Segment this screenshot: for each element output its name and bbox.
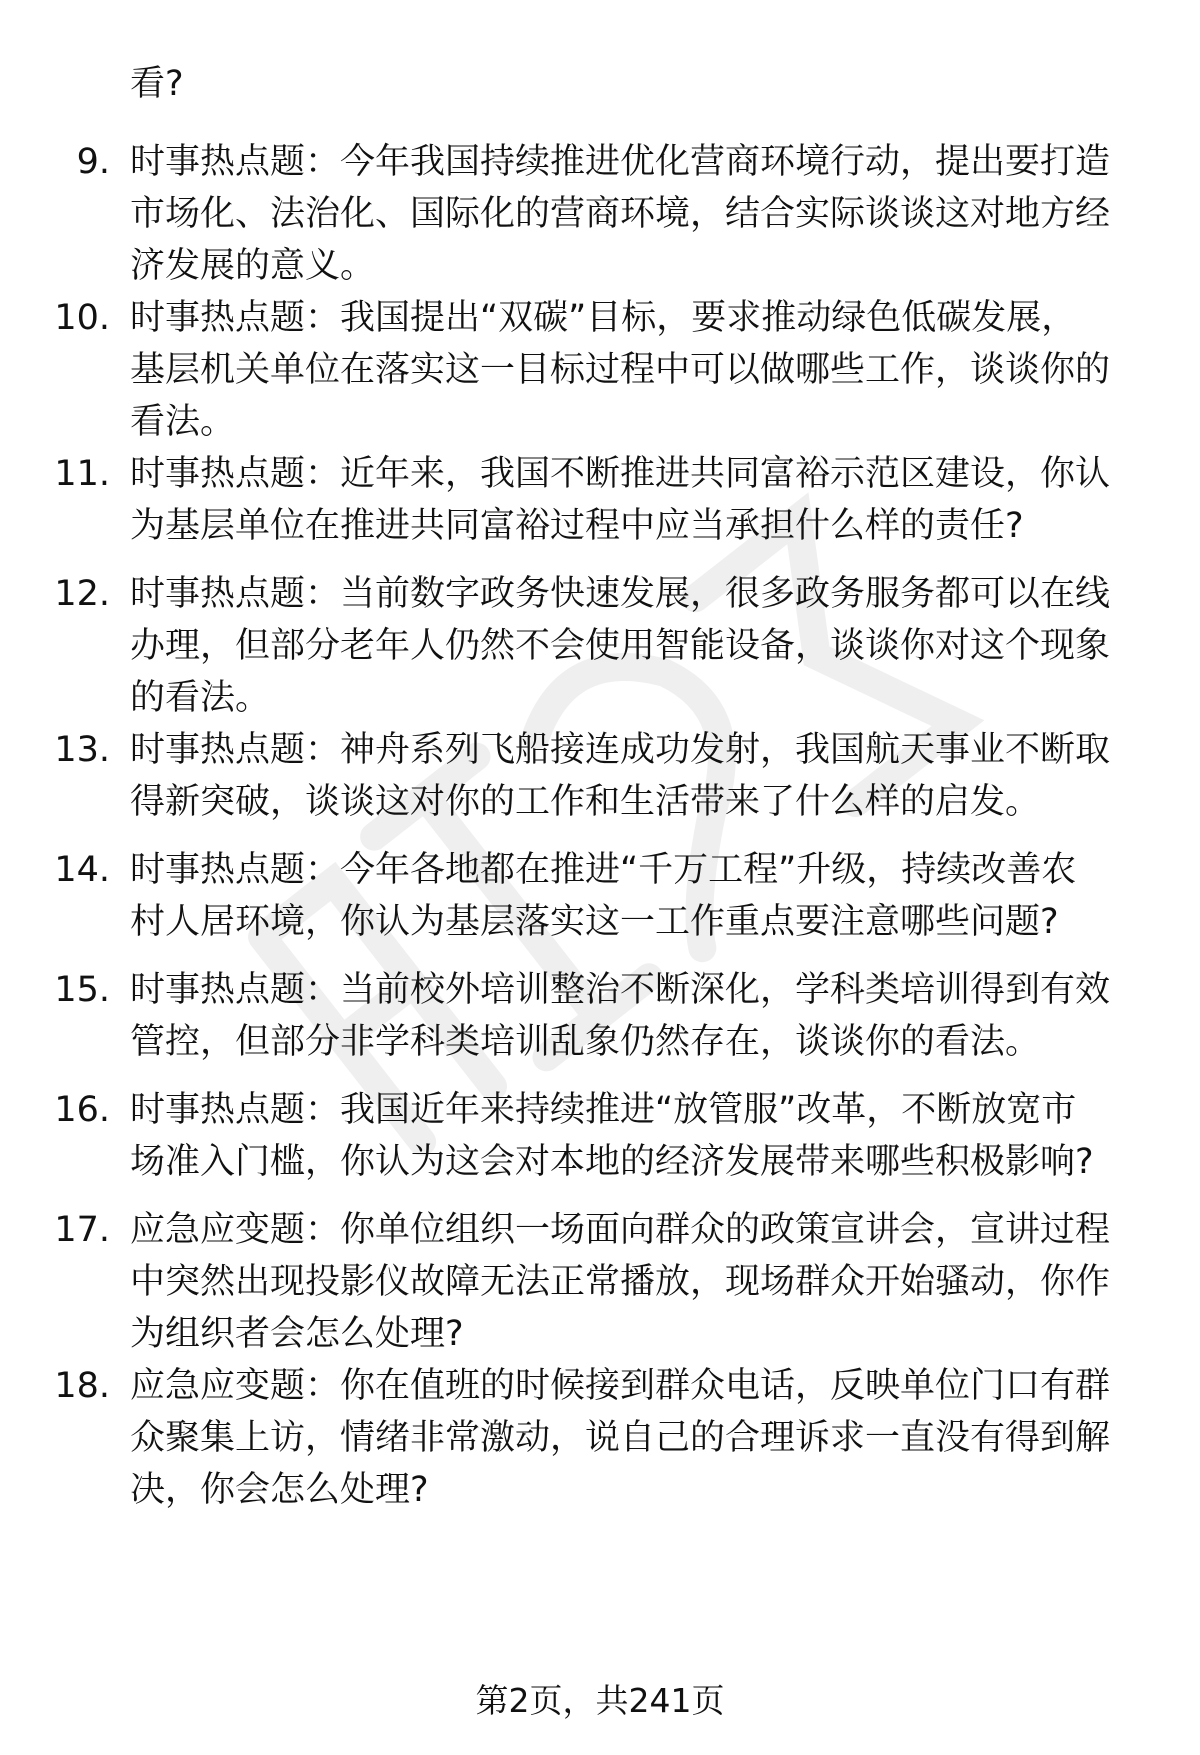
question-text-line: 济发展的意义。 <box>130 246 376 286</box>
question-text-line: 中突然出现投影仪故障无法正常播放，现场群众开始骚动，你作 <box>130 1262 1111 1302</box>
question-number: 11. <box>54 454 110 494</box>
question-number: 16. <box>54 1090 110 1130</box>
question-text-line: 办理，但部分老年人仍然不会使用智能设备，谈谈你对这个现象 <box>130 626 1111 666</box>
question-text-line: 时事热点题：当前数字政务快速发展，很多政务服务都可以在线 <box>130 574 1111 614</box>
question-number: 13. <box>54 730 110 770</box>
question-text <box>130 724 1140 828</box>
question-text-line: 时事热点题：今年我国持续推进优化营商环境行动，提出要打造 <box>130 142 1111 182</box>
question-number: 9. <box>76 142 110 182</box>
question-text-line: 时事热点题：我国近年来持续推进“放管服”改革，不断放宽市 <box>130 1090 1077 1130</box>
question-text-line: 村人居环境，你认为基层落实这一工作重点要注意哪些问题? <box>130 902 1059 942</box>
question-text <box>130 1360 1140 1516</box>
question-text-line: 看法。 <box>130 402 236 442</box>
question-number: 17. <box>54 1210 110 1250</box>
question-text-line: 应急应变题：你在值班的时候接到群众电话，反映单位门口有群 <box>130 1366 1111 1406</box>
question-text-line: 时事热点题：神舟系列飞船接连成功发射，我国航天事业不断取 <box>130 730 1111 770</box>
continued-text: 看? <box>130 64 184 104</box>
question-text <box>130 964 1140 1068</box>
question-text-line: 管控，但部分非学科类培训乱象仍然存在，谈谈你的看法。 <box>130 1022 1041 1062</box>
question-text-line: 时事热点题：当前校外培训整治不断深化，学科类培训得到有效 <box>130 970 1111 1010</box>
question-text <box>130 568 1140 724</box>
question-text-line: 的看法。 <box>130 678 271 718</box>
question-text <box>130 448 1140 552</box>
question-text <box>130 1204 1140 1360</box>
question-text-line: 为基层单位在推进共同富裕过程中应当承担什么样的责任? <box>130 506 1024 546</box>
question-number: 10. <box>54 298 110 338</box>
question-text-line: 决，你会怎么处理? <box>130 1470 429 1510</box>
question-text-line: 时事热点题：近年来，我国不断推进共同富裕示范区建设，你认 <box>130 454 1111 494</box>
question-text-line: 应急应变题：你单位组织一场面向群众的政策宣讲会，宣讲过程 <box>130 1210 1111 1250</box>
question-text-line: 得新突破，谈谈这对你的工作和生活带来了什么样的启发。 <box>130 782 1041 822</box>
question-text <box>130 844 1140 948</box>
question-text <box>130 136 1140 292</box>
question-number: 14. <box>54 850 110 890</box>
question-text-line: 基层机关单位在落实这一目标过程中可以做哪些工作，谈谈你的 <box>130 350 1111 390</box>
question-number: 12. <box>54 574 110 614</box>
question-text-line: 市场化、法治化、国际化的营商环境，结合实际谈谈这对地方经 <box>130 194 1111 234</box>
question-text <box>130 292 1140 448</box>
question-number: 18. <box>54 1366 110 1406</box>
page-number-footer: 第2页，共241页 <box>475 1681 725 1720</box>
question-number: 15. <box>54 970 110 1010</box>
question-text-line: 众聚集上访，情绪非常激动，说自己的合理诉求一直没有得到解 <box>130 1418 1111 1458</box>
question-text-line: 时事热点题：今年各地都在推进“千万工程”升级，持续改善农 <box>130 850 1077 890</box>
question-text-line: 场准入门槛，你认为这会对本地的经济发展带来哪些积极影响? <box>130 1142 1094 1182</box>
question-text-line: 时事热点题：我国提出“双碳”目标，要求推动绿色低碳发展， <box>130 298 1077 338</box>
question-text-line: 为组织者会怎么处理? <box>130 1314 464 1354</box>
question-text <box>130 1084 1140 1188</box>
